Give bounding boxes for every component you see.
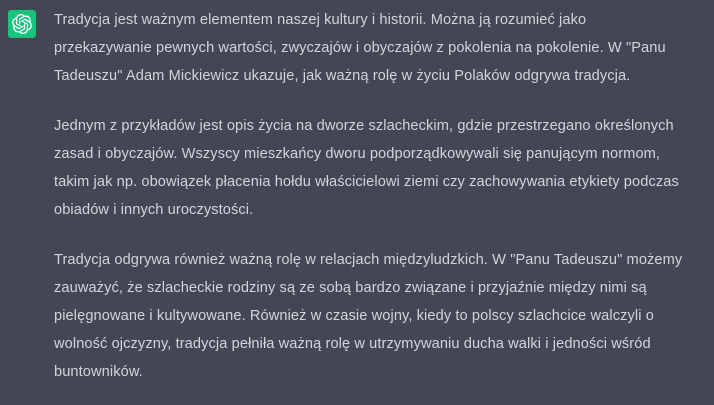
message-paragraph: Tradycja odgrywa również ważną rolę w relacjach międzyludzkich. W "Panu Tadeuszu" możemy zauważyć, że szlacheckie rodziny są ze sobą bardzo związane i przyjaźnie między nimi są pielęgnowane i kultywowane. Również w czasie wojny, kiedy to polscy szlachcice walczyli o wolność ojczyzny, tradycja pełniła ważną rolę w utrzymywaniu ducha walki i jedności wśród buntowników. bbox=[54, 252, 683, 380]
message-paragraph: Jednym z przykładów jest opis życia na dworze szlacheckim, gdzie przestrzegano określonych zasad i obyczajów. Wszyscy mieszkańcy dworu podporządkowywali się panującym normom, takim jak np. obowiązek płacenia hołdu właścicielowi ziemi czy zachowywania etykiety podczas obiadów i innych uroczystości. bbox=[54, 118, 679, 218]
openai-logo-icon bbox=[12, 14, 32, 34]
message-paragraph: Tradycja jest ważnym elementem naszej kultury i historii. Można ją rozumieć jako przekazywanie pewnych wartości, zwyczajów i obyczajów z pokolenia na pokolenie. W "Panu Tadeuszu" Adam Mickiewicz ukazuje, jak ważną rolę w życiu Polaków odgrywa tradycja. bbox=[54, 12, 666, 84]
assistant-message-text bbox=[54, 6, 702, 386]
assistant-avatar bbox=[8, 10, 36, 38]
